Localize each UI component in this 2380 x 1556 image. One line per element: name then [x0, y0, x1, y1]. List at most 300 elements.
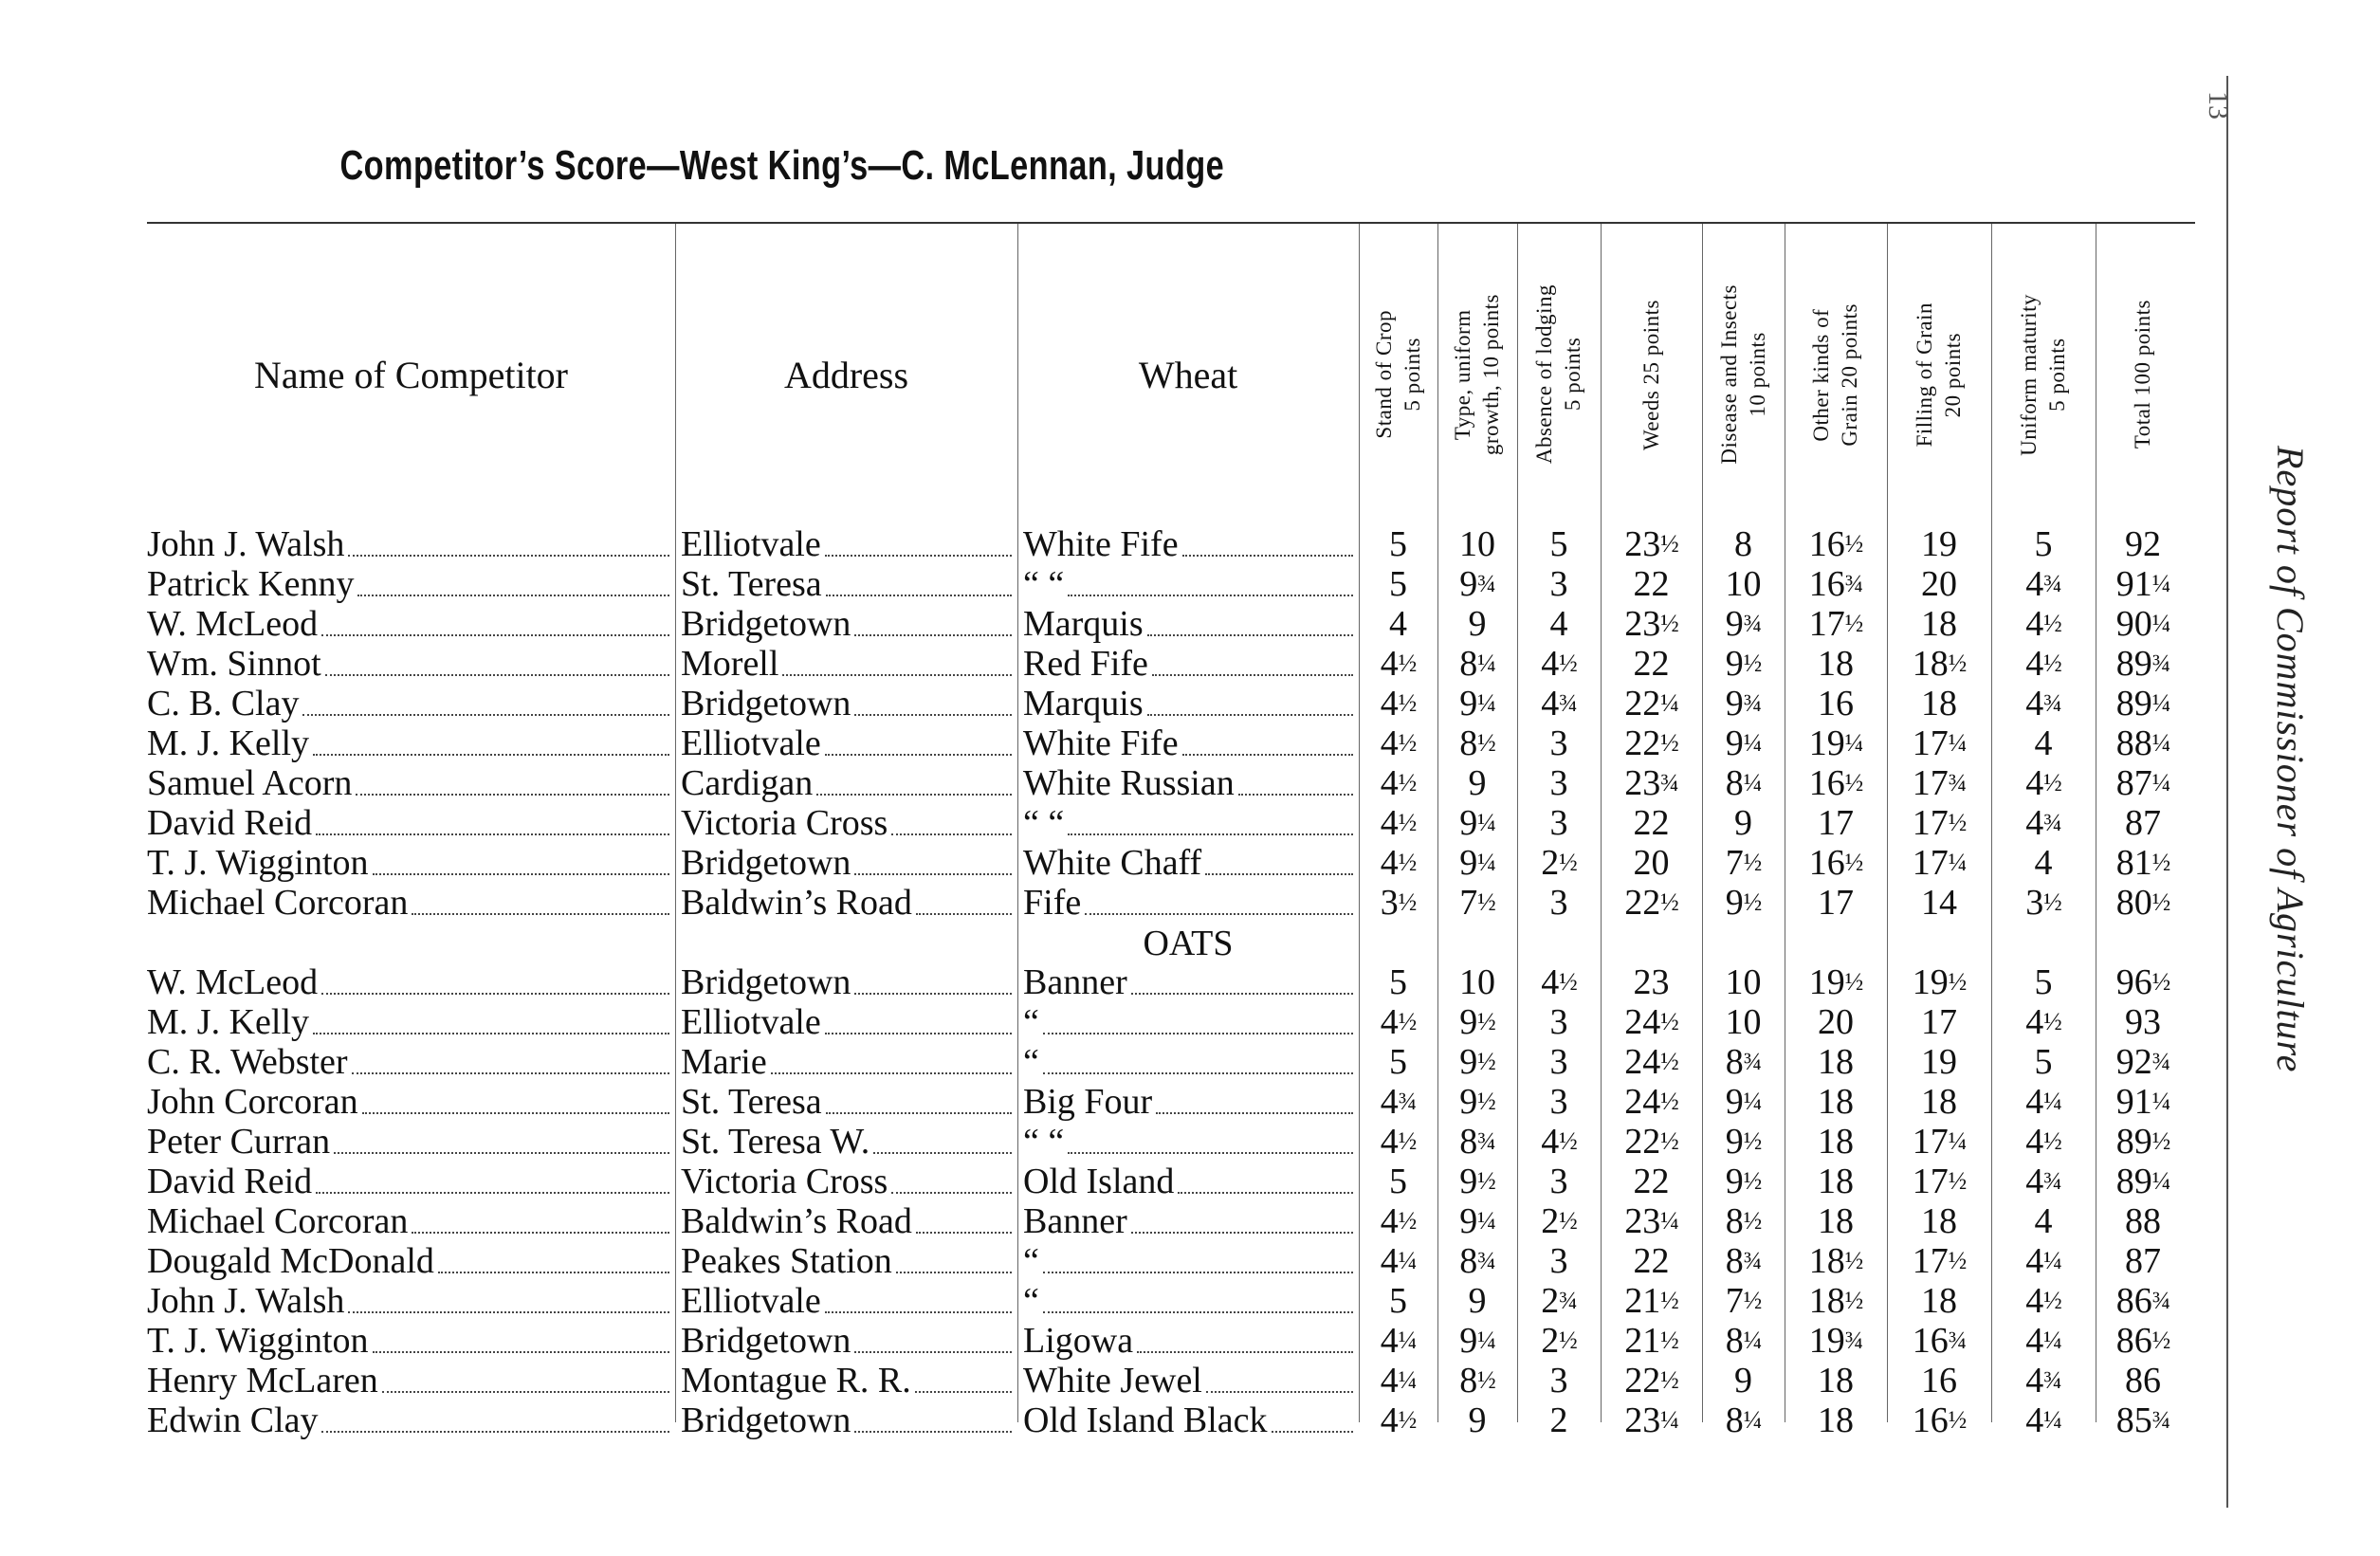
table-row	[0, 1281, 2209, 1321]
cell-name: Wm. Sinnot	[147, 644, 321, 684]
column-header-line: Absence of lodging	[1532, 284, 1556, 465]
cell-filling: 17¾	[1912, 763, 1967, 803]
cell-maturity: 4½	[2025, 604, 2061, 644]
cell-variety: “	[1023, 1042, 1039, 1082]
column-header-weeds	[1601, 237, 1702, 512]
cell-name: W. McLeod	[147, 962, 319, 1002]
dot-leader	[348, 1281, 669, 1321]
cell-filling: 18	[1921, 684, 1957, 723]
cell-type: 9	[1468, 604, 1487, 644]
page-title: Competitor’s Score—West King’s—C. McLennan, Judge	[339, 142, 1225, 189]
cell-weeds: 23¼	[1624, 1201, 1678, 1241]
cell-lodging: 3	[1549, 1361, 1568, 1400]
cell-type: 8½	[1459, 723, 1495, 763]
cell-maturity: 4	[2034, 723, 2053, 763]
cell-variety: “	[1023, 1281, 1039, 1321]
cell-other: 18½	[1808, 1281, 1863, 1321]
cell-type: 9½	[1459, 1162, 1495, 1201]
cell-type: 9½	[1459, 1042, 1495, 1082]
cell-filling: 17	[1921, 1002, 1957, 1042]
cell-total: 87	[2125, 1241, 2161, 1281]
cell-total: 86	[2125, 1361, 2161, 1400]
table-row	[0, 1002, 2209, 1042]
cell-other: 16½	[1808, 763, 1863, 803]
dot-leader	[1068, 564, 1353, 604]
cell-variety: Marquis	[1023, 604, 1144, 644]
cell-stand: 5	[1389, 564, 1407, 604]
cell-weeds: 24½	[1624, 1082, 1678, 1122]
cell-stand: 4¾	[1380, 1082, 1417, 1122]
cell-weeds: 21½	[1624, 1281, 1678, 1321]
column-header-line: Weeds 25 points	[1639, 299, 1663, 450]
dot-leader	[1137, 1321, 1353, 1361]
dot-leader	[352, 1042, 669, 1082]
cell-address: Peakes Station	[681, 1241, 892, 1281]
page-number: 13	[2203, 91, 2234, 119]
cell-disease: 10	[1725, 962, 1762, 1002]
dot-leader	[771, 1042, 1012, 1082]
dot-leader	[854, 1400, 1012, 1440]
margin-rule	[2226, 76, 2228, 1508]
cell-name: Dougald McDonald	[147, 1241, 434, 1281]
cell-address: Elliotvale	[681, 723, 821, 763]
cell-type: 9¼	[1459, 1321, 1495, 1361]
column-header-line: Type, uniform	[1451, 309, 1474, 440]
cell-other: 16¾	[1808, 564, 1863, 604]
dot-leader	[825, 524, 1012, 564]
cell-maturity: 4¼	[2025, 1400, 2061, 1440]
cell-filling: 19	[1921, 524, 1957, 564]
cell-maturity: 5	[2034, 524, 2053, 564]
cell-disease: 9½	[1725, 883, 1762, 923]
cell-variety: White Fife	[1023, 723, 1179, 763]
cell-name: T. J. Wigginton	[147, 843, 369, 883]
cell-lodging: 5	[1549, 524, 1568, 564]
cell-other: 17½	[1808, 604, 1863, 644]
column-header-line: 5 points	[2045, 338, 2069, 412]
cell-stand: 4½	[1380, 644, 1417, 684]
cell-variety: Fife	[1023, 883, 1082, 923]
cell-name: M. J. Kelly	[147, 723, 309, 763]
cell-disease: 9¼	[1725, 1082, 1762, 1122]
table-row	[0, 962, 2209, 1002]
cell-other: 18	[1818, 1042, 1854, 1082]
column-header-maturity	[1991, 237, 2096, 512]
cell-weeds: 21½	[1624, 1321, 1678, 1361]
cell-variety: “	[1023, 1241, 1039, 1281]
dot-leader	[1147, 684, 1353, 723]
cell-weeds: 22	[1633, 644, 1670, 684]
cell-lodging: 2½	[1541, 843, 1577, 883]
dot-leader	[854, 843, 1012, 883]
column-header-line: Other kinds of	[1809, 308, 1833, 441]
table-row	[0, 843, 2209, 883]
cell-name: John Corcoran	[147, 1082, 358, 1122]
column-header-line: 10 points	[1745, 332, 1769, 417]
dot-leader	[825, 1002, 1012, 1042]
cell-name: David Reid	[147, 803, 313, 843]
cell-other: 18½	[1808, 1241, 1863, 1281]
cell-type: 9½	[1459, 1002, 1495, 1042]
cell-stand: 4½	[1380, 684, 1417, 723]
cell-weeds: 23¾	[1624, 763, 1678, 803]
cell-maturity: 4¼	[2025, 1241, 2061, 1281]
cell-name: Henry McLaren	[147, 1361, 378, 1400]
dot-leader	[313, 723, 669, 763]
cell-total: 89¼	[2115, 1162, 2170, 1201]
cell-maturity: 4¼	[2025, 1082, 2061, 1122]
cell-total: 80½	[2115, 883, 2170, 923]
dot-leader	[362, 1082, 669, 1122]
column-header-other	[1785, 237, 1887, 512]
cell-variety: Red Fife	[1023, 644, 1148, 684]
column-header-disease	[1702, 237, 1785, 512]
cell-lodging: 2½	[1541, 1201, 1577, 1241]
cell-name: Patrick Kenny	[147, 564, 355, 604]
dot-leader	[916, 883, 1012, 923]
dot-leader	[854, 684, 1012, 723]
cell-variety: Banner	[1023, 1201, 1127, 1241]
cell-name: Michael Corcoran	[147, 1201, 409, 1241]
cell-name: Samuel Acorn	[147, 763, 353, 803]
running-head: Report of Commissioner of Agriculture	[2269, 446, 2312, 1073]
column-header-line: Total 100 points	[2131, 300, 2154, 449]
cell-address: Bridgetown	[681, 1400, 851, 1440]
cell-variety: White Russian	[1023, 763, 1235, 803]
cell-stand: 5	[1389, 1042, 1407, 1082]
dot-leader	[1152, 644, 1353, 684]
cell-maturity: 4½	[2025, 644, 2061, 684]
cell-weeds: 23½	[1624, 604, 1678, 644]
cell-variety: “ “	[1023, 803, 1065, 843]
cell-other: 18	[1818, 1082, 1854, 1122]
cell-weeds: 22	[1633, 803, 1670, 843]
cell-other: 19¼	[1808, 723, 1863, 763]
dot-leader	[313, 1002, 669, 1042]
top-rule	[147, 222, 2195, 224]
table-row	[0, 1162, 2209, 1201]
cell-type: 9¼	[1459, 803, 1495, 843]
cell-stand: 4½	[1380, 1201, 1417, 1241]
cell-address: Marie	[681, 1042, 767, 1082]
cell-filling: 16¾	[1912, 1321, 1967, 1361]
cell-other: 18	[1818, 1361, 1854, 1400]
cell-lodging: 3	[1549, 1002, 1568, 1042]
cell-variety: Ligowa	[1023, 1321, 1134, 1361]
cell-disease: 9¼	[1725, 723, 1762, 763]
cell-filling: 20	[1921, 564, 1957, 604]
cell-weeds: 20	[1633, 843, 1670, 883]
dot-leader	[1272, 1400, 1353, 1440]
cell-other: 17	[1818, 803, 1854, 843]
cell-disease: 8½	[1725, 1201, 1762, 1241]
cell-total: 93	[2125, 1002, 2161, 1042]
cell-variety: “ “	[1023, 1122, 1065, 1162]
dot-leader	[325, 644, 669, 684]
dot-leader	[916, 1201, 1012, 1241]
cell-total: 85¾	[2115, 1400, 2170, 1440]
cell-other: 16	[1818, 684, 1854, 723]
cell-lodging: 3	[1549, 1082, 1568, 1122]
dot-leader	[302, 684, 669, 723]
cell-total: 86¾	[2115, 1281, 2170, 1321]
dot-leader	[348, 524, 669, 564]
cell-disease: 7½	[1725, 843, 1762, 883]
cell-weeds: 22½	[1624, 1122, 1678, 1162]
cell-lodging: 4½	[1541, 1122, 1577, 1162]
dot-leader	[1068, 1122, 1353, 1162]
cell-filling: 16	[1921, 1361, 1957, 1400]
column-header-line: 5 points	[1561, 338, 1584, 412]
cell-maturity: 4	[2034, 843, 2053, 883]
cell-weeds: 24½	[1624, 1042, 1678, 1082]
dot-leader	[1131, 1201, 1353, 1241]
dot-leader	[321, 962, 669, 1002]
cell-variety: Old Island	[1023, 1162, 1175, 1201]
table-row	[0, 1082, 2209, 1122]
cell-filling: 18	[1921, 1082, 1957, 1122]
cell-name: Peter Curran	[147, 1122, 331, 1162]
table-row	[0, 524, 2209, 564]
dot-leader	[1147, 604, 1353, 644]
dot-leader	[1182, 723, 1353, 763]
cell-type: 9¼	[1459, 843, 1495, 883]
cell-lodging: 3	[1549, 1042, 1568, 1082]
dot-leader	[896, 1241, 1012, 1281]
cell-other: 18	[1818, 1400, 1854, 1440]
table-row	[0, 564, 2209, 604]
dot-leader	[782, 644, 1012, 684]
cell-maturity: 5	[2034, 1042, 2053, 1082]
cell-stand: 4½	[1380, 1400, 1417, 1440]
cell-total: 96½	[2115, 962, 2170, 1002]
cell-variety: “ “	[1023, 564, 1065, 604]
dot-leader	[816, 763, 1012, 803]
cell-variety: White Fife	[1023, 524, 1179, 564]
cell-variety: White Chaff	[1023, 843, 1202, 883]
cell-name: W. McLeod	[147, 604, 319, 644]
cell-other: 18	[1818, 644, 1854, 684]
cell-filling: 17¼	[1912, 843, 1967, 883]
dot-leader	[1205, 843, 1353, 883]
table-row	[0, 1122, 2209, 1162]
column-header-variety: Wheat	[1138, 354, 1238, 396]
cell-address: Cardigan	[681, 763, 814, 803]
cell-weeds: 22	[1633, 1162, 1670, 1201]
dot-leader	[1043, 1002, 1353, 1042]
cell-disease: 9¾	[1725, 604, 1762, 644]
cell-address: St. Teresa W.	[681, 1122, 870, 1162]
cell-address: Elliotvale	[681, 524, 821, 564]
cell-stand: 4½	[1380, 803, 1417, 843]
dot-leader	[891, 1162, 1012, 1201]
cell-total: 88¼	[2115, 723, 2170, 763]
cell-variety: Banner	[1023, 962, 1127, 1002]
table-row	[0, 644, 2209, 684]
cell-maturity: 4¾	[2025, 1361, 2061, 1400]
cell-disease: 8¼	[1725, 763, 1762, 803]
cell-disease: 9½	[1725, 1162, 1762, 1201]
cell-stand: 4¼	[1380, 1361, 1417, 1400]
column-header-address: Address	[783, 354, 909, 396]
cell-type: 8¾	[1459, 1241, 1495, 1281]
cell-lodging: 3	[1549, 763, 1568, 803]
dot-leader	[334, 1122, 669, 1162]
cell-filling: 18	[1921, 604, 1957, 644]
cell-stand: 5	[1389, 1162, 1407, 1201]
column-header-type	[1437, 237, 1517, 512]
cell-total: 89¼	[2115, 684, 2170, 723]
dot-leader	[321, 604, 669, 644]
cell-disease: 9½	[1725, 1122, 1762, 1162]
column-header-line: Disease and Insects	[1716, 284, 1741, 465]
cell-filling: 18	[1921, 1201, 1957, 1241]
column-header-stand	[1359, 237, 1437, 512]
cell-weeds: 24½	[1624, 1002, 1678, 1042]
cell-maturity: 4¾	[2025, 1162, 2061, 1201]
table-row	[0, 1400, 2209, 1440]
cell-stand: 5	[1389, 524, 1407, 564]
cell-type: 10	[1459, 962, 1495, 1002]
cell-address: Elliotvale	[681, 1281, 821, 1321]
cell-filling: 18½	[1912, 644, 1967, 684]
cell-lodging: 2½	[1541, 1321, 1577, 1361]
cell-total: 86½	[2115, 1321, 2170, 1361]
dot-leader	[357, 564, 669, 604]
cell-total: 92	[2125, 524, 2161, 564]
dot-leader	[825, 723, 1012, 763]
cell-address: Elliotvale	[681, 1002, 821, 1042]
dot-leader	[382, 1361, 669, 1400]
cell-variety: “	[1023, 1002, 1039, 1042]
cell-weeds: 22½	[1624, 723, 1678, 763]
cell-weeds: 22	[1633, 1241, 1670, 1281]
table-row	[0, 723, 2209, 763]
cell-other: 17	[1818, 883, 1854, 923]
cell-variety: Old Island Black	[1023, 1400, 1268, 1440]
table-row	[0, 684, 2209, 723]
cell-lodging: 4	[1549, 604, 1568, 644]
cell-stand: 4½	[1380, 1122, 1417, 1162]
cell-type: 8½	[1459, 1361, 1495, 1400]
column-header-name: Name of Competitor	[253, 354, 569, 396]
cell-filling: 16½	[1912, 1400, 1967, 1440]
cell-maturity: 3½	[2025, 883, 2061, 923]
cell-stand: 5	[1389, 1281, 1407, 1321]
cell-disease: 10	[1725, 1002, 1762, 1042]
cell-weeds: 23¼	[1624, 1400, 1678, 1440]
cell-address: St. Teresa	[681, 1082, 822, 1122]
dot-leader	[1131, 962, 1353, 1002]
cell-lodging: 4½	[1541, 644, 1577, 684]
cell-maturity: 4¾	[2025, 803, 2061, 843]
cell-stand: 4½	[1380, 843, 1417, 883]
dot-leader	[316, 803, 669, 843]
dot-leader	[1068, 803, 1353, 843]
cell-stand: 4½	[1380, 1002, 1417, 1042]
cell-total: 89½	[2115, 1122, 2170, 1162]
cell-weeds: 22¼	[1624, 684, 1678, 723]
cell-maturity: 4¾	[2025, 684, 2061, 723]
dot-leader	[1043, 1281, 1353, 1321]
cell-filling: 19	[1921, 1042, 1957, 1082]
dot-leader	[826, 1082, 1012, 1122]
cell-type: 9¼	[1459, 1201, 1495, 1241]
dot-leader	[412, 1201, 669, 1241]
column-header-total	[2096, 237, 2190, 512]
cell-lodging: 3	[1549, 803, 1568, 843]
cell-filling: 19½	[1912, 962, 1967, 1002]
dot-leader	[1156, 1082, 1353, 1122]
dot-leader	[373, 1321, 669, 1361]
cell-other: 18	[1818, 1201, 1854, 1241]
cell-address: Montague R. R.	[681, 1361, 911, 1400]
cell-lodging: 3	[1549, 723, 1568, 763]
cell-other: 16½	[1808, 843, 1863, 883]
cell-total: 92¾	[2115, 1042, 2170, 1082]
column-header-line: Grain 20 points	[1838, 302, 1861, 447]
cell-maturity: 4¾	[2025, 564, 2061, 604]
cell-maturity: 4½	[2025, 1122, 2061, 1162]
cell-disease: 8	[1734, 524, 1752, 564]
cell-other: 18	[1818, 1122, 1854, 1162]
dot-leader	[891, 803, 1012, 843]
cell-lodging: 2¾	[1541, 1281, 1577, 1321]
cell-lodging: 3	[1549, 883, 1568, 923]
cell-lodging: 3	[1549, 1241, 1568, 1281]
cell-type: 9¾	[1459, 564, 1495, 604]
column-header-line: growth, 10 points	[1479, 293, 1503, 456]
cell-maturity: 4	[2034, 1201, 2053, 1241]
cell-filling: 17¼	[1912, 723, 1967, 763]
table-row	[0, 883, 2209, 923]
cell-other: 20	[1818, 1002, 1854, 1042]
cell-variety: Marquis	[1023, 684, 1144, 723]
cell-name: Michael Corcoran	[147, 883, 409, 923]
cell-address: Baldwin’s Road	[681, 1201, 912, 1241]
cell-address: Morell	[681, 644, 779, 684]
cell-maturity: 5	[2034, 962, 2053, 1002]
cell-name: John J. Walsh	[147, 1281, 345, 1321]
cell-address: Victoria Cross	[681, 803, 888, 843]
cell-total: 89¾	[2115, 644, 2170, 684]
cell-address: Victoria Cross	[681, 1162, 888, 1201]
table-row	[0, 1361, 2209, 1400]
cell-type: 9	[1468, 1281, 1487, 1321]
cell-address: St. Teresa	[681, 564, 822, 604]
cell-filling: 18	[1921, 1281, 1957, 1321]
cell-name: C. R. Webster	[147, 1042, 348, 1082]
cell-disease: 8¾	[1725, 1042, 1762, 1082]
cell-name: T. J. Wigginton	[147, 1321, 369, 1361]
cell-maturity: 4½	[2025, 1002, 2061, 1042]
cell-filling: 17½	[1912, 1162, 1967, 1201]
table-row	[0, 1042, 2209, 1082]
dot-leader	[1206, 1361, 1353, 1400]
cell-stand: 4½	[1380, 763, 1417, 803]
cell-type: 9	[1468, 1400, 1487, 1440]
column-header-lodging	[1517, 237, 1601, 512]
cell-filling: 17¼	[1912, 1122, 1967, 1162]
cell-name: C. B. Clay	[147, 684, 300, 723]
cell-type: 8¼	[1459, 644, 1495, 684]
cell-disease: 8¾	[1725, 1241, 1762, 1281]
cell-name: John J. Walsh	[147, 524, 345, 564]
table-row	[0, 1241, 2209, 1281]
cell-lodging: 3	[1549, 564, 1568, 604]
cell-type: 9¼	[1459, 684, 1495, 723]
cell-stand: 5	[1389, 962, 1407, 1002]
